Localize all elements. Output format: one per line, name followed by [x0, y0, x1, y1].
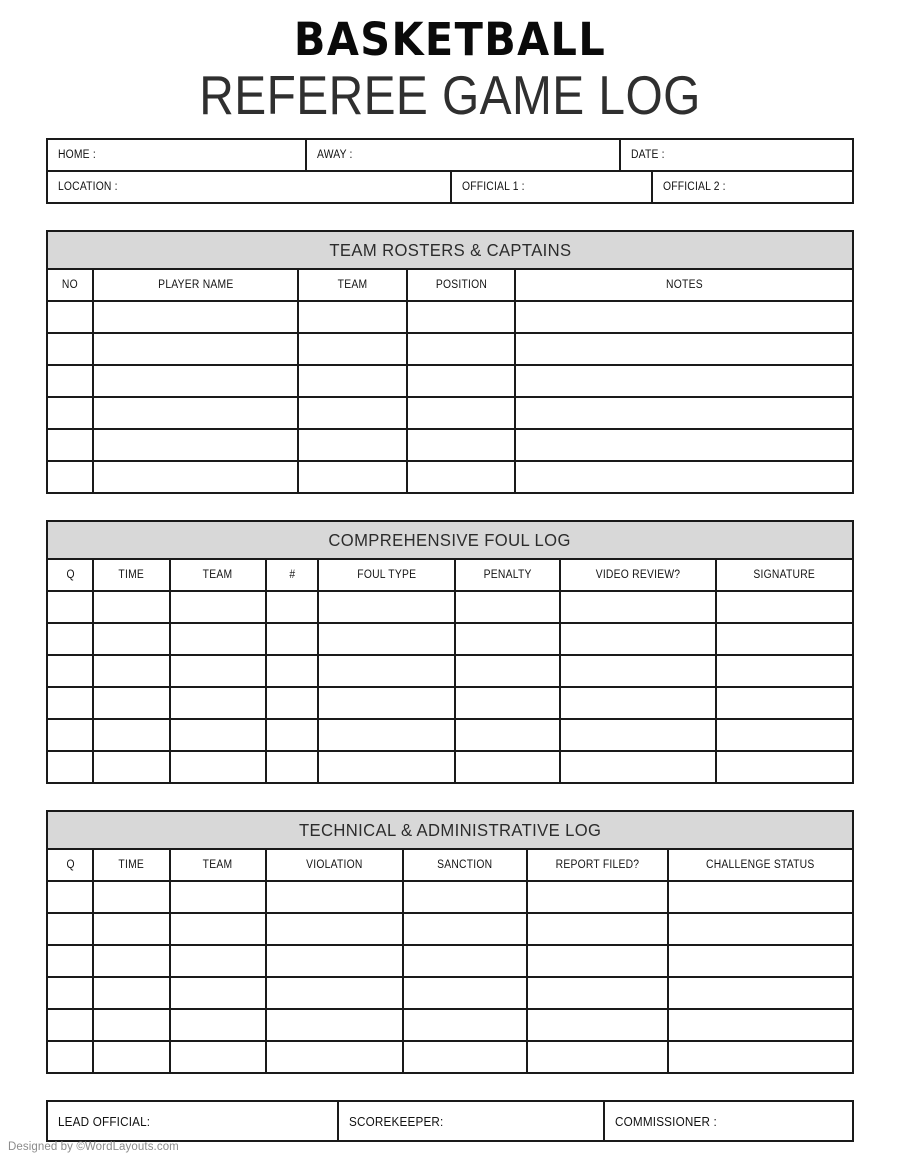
- table-cell[interactable]: [169, 624, 265, 654]
- designer-credit: Designed by ©WordLayouts.com: [8, 1141, 179, 1153]
- column-header-label: NOTES: [665, 279, 703, 291]
- table-cell[interactable]: [514, 430, 852, 460]
- column-header-team: [297, 270, 406, 300]
- table-cell[interactable]: [92, 302, 297, 332]
- table-cell[interactable]: [92, 656, 168, 686]
- table-cell[interactable]: [297, 430, 406, 460]
- table-cell[interactable]: [559, 752, 716, 782]
- table-cell[interactable]: [169, 882, 265, 912]
- column-header-q: [48, 850, 92, 880]
- table-cell[interactable]: [92, 978, 168, 1008]
- table-cell[interactable]: [48, 366, 92, 396]
- table-row: [48, 332, 852, 364]
- info-field-label: OFFICIAL 1 :: [462, 181, 525, 193]
- table-cell[interactable]: [715, 752, 852, 782]
- table-cell[interactable]: [526, 978, 667, 1008]
- table-cell[interactable]: [406, 366, 515, 396]
- table-cell[interactable]: [526, 1042, 667, 1072]
- table-cell[interactable]: [402, 978, 527, 1008]
- table-cell[interactable]: [559, 688, 716, 718]
- section-band-technical-administrative-log: [46, 810, 854, 850]
- table-cell[interactable]: [715, 720, 852, 750]
- table-header-row: [48, 560, 852, 590]
- column-header-label: NO: [62, 279, 79, 291]
- section-technical-administrative-log: [46, 810, 854, 1074]
- table-cell[interactable]: [667, 946, 852, 976]
- table-cell[interactable]: [317, 656, 454, 686]
- table-cell[interactable]: [92, 720, 168, 750]
- table-cell[interactable]: [406, 334, 515, 364]
- table-cell[interactable]: [454, 656, 559, 686]
- section-team-rosters-captains: [46, 230, 854, 494]
- column-header-notes: [514, 270, 852, 300]
- table-cell[interactable]: [48, 1010, 92, 1040]
- table-cell[interactable]: [265, 624, 317, 654]
- table-cell[interactable]: [169, 914, 265, 944]
- column-header-label: TEAM: [202, 859, 233, 871]
- table-cell[interactable]: [297, 366, 406, 396]
- info-field-label: LOCATION :: [58, 181, 118, 193]
- table-cell[interactable]: [48, 592, 92, 622]
- column-header-label: PENALTY: [483, 569, 532, 581]
- column-header-label: POSITION: [435, 279, 487, 291]
- table-cell[interactable]: [667, 1010, 852, 1040]
- table-cell[interactable]: [265, 1042, 402, 1072]
- column-header-position: [406, 270, 515, 300]
- table-cell[interactable]: [402, 914, 527, 944]
- sections-root: [46, 230, 854, 1074]
- column-header-label: SIGNATURE: [753, 569, 816, 581]
- table-cell[interactable]: [715, 592, 852, 622]
- table-row: [48, 750, 852, 782]
- signatures-row: [48, 1102, 852, 1140]
- table-cell[interactable]: [297, 334, 406, 364]
- column-header-penalty: [454, 560, 559, 590]
- table-cell[interactable]: [48, 720, 92, 750]
- game-info-row: [48, 170, 852, 202]
- table-row: [48, 396, 852, 428]
- game-info-box: [46, 138, 854, 204]
- table-cell[interactable]: [265, 720, 317, 750]
- column-header-label: PLAYER NAME: [158, 279, 234, 291]
- table-cell[interactable]: [526, 1010, 667, 1040]
- table-row: [48, 912, 852, 944]
- table-cell[interactable]: [92, 946, 168, 976]
- table-cell[interactable]: [92, 624, 168, 654]
- table-cell[interactable]: [667, 978, 852, 1008]
- column-header-time: [92, 560, 168, 590]
- table-row: [48, 718, 852, 750]
- table-row: [48, 654, 852, 686]
- table-cell[interactable]: [526, 914, 667, 944]
- table-cell[interactable]: [48, 882, 92, 912]
- info-field-date[interactable]: [619, 140, 852, 170]
- table-cell[interactable]: [715, 624, 852, 654]
- column-header-report-filed: [526, 850, 667, 880]
- table-cell[interactable]: [169, 978, 265, 1008]
- column-header-: [265, 560, 317, 590]
- column-header-violation: [265, 850, 402, 880]
- table-cell[interactable]: [667, 914, 852, 944]
- table-cell[interactable]: [317, 688, 454, 718]
- table-technical-administrative-log: [46, 850, 854, 1074]
- info-field-label: HOME :: [58, 149, 96, 161]
- table-cell[interactable]: [48, 430, 92, 460]
- info-field-home[interactable]: [48, 140, 305, 170]
- column-header-team: [169, 850, 265, 880]
- table-cell[interactable]: [169, 1010, 265, 1040]
- column-header-label: VIOLATION: [306, 859, 363, 871]
- table-cell[interactable]: [92, 1010, 168, 1040]
- signature-field-label: LEAD OFFICIAL:: [58, 1113, 151, 1129]
- info-field-away[interactable]: [305, 140, 619, 170]
- table-cell[interactable]: [406, 398, 515, 428]
- table-cell[interactable]: [169, 720, 265, 750]
- column-header-challenge-status: [667, 850, 852, 880]
- column-header-sanction: [402, 850, 527, 880]
- signature-field-commissioner[interactable]: [603, 1102, 852, 1140]
- game-info-row: [48, 140, 852, 170]
- column-header-player-name: [92, 270, 297, 300]
- table-row: [48, 686, 852, 718]
- table-row: [48, 300, 852, 332]
- page-title-main: BASKETBALL: [293, 13, 607, 66]
- signature-field-label: SCOREKEEPER:: [349, 1113, 444, 1129]
- info-field-official-2[interactable]: [651, 172, 852, 202]
- table-cell[interactable]: [265, 914, 402, 944]
- table-cell[interactable]: [514, 366, 852, 396]
- column-header-no: [48, 270, 92, 300]
- table-cell[interactable]: [48, 624, 92, 654]
- column-header-label: CHALLENGE STATUS: [706, 859, 815, 871]
- section-title: COMPREHENSIVE FOUL LOG: [328, 529, 572, 550]
- table-cell[interactable]: [92, 334, 297, 364]
- table-cell[interactable]: [265, 656, 317, 686]
- table-cell[interactable]: [48, 656, 92, 686]
- table-cell[interactable]: [265, 882, 402, 912]
- table-cell[interactable]: [667, 1042, 852, 1072]
- table-cell[interactable]: [92, 688, 168, 718]
- column-header-video-review: [559, 560, 716, 590]
- column-header-label: SANCTION: [437, 859, 493, 871]
- column-header-label: TEAM: [202, 569, 233, 581]
- column-header-foul-type: [317, 560, 454, 590]
- table-header-row: [48, 270, 852, 300]
- table-cell[interactable]: [169, 688, 265, 718]
- table-cell[interactable]: [92, 366, 297, 396]
- table-cell[interactable]: [317, 624, 454, 654]
- table-cell[interactable]: [526, 946, 667, 976]
- table-header-row: [48, 850, 852, 880]
- table-row: [48, 622, 852, 654]
- section-title: TEAM ROSTERS & CAPTAINS: [328, 239, 572, 260]
- table-cell[interactable]: [92, 592, 168, 622]
- signatures-box: [46, 1100, 854, 1142]
- table-cell[interactable]: [317, 720, 454, 750]
- column-header-label: #: [289, 569, 296, 581]
- table-cell[interactable]: [454, 688, 559, 718]
- table-row: [48, 428, 852, 460]
- table-row: [48, 460, 852, 492]
- table-row: [48, 944, 852, 976]
- table-cell[interactable]: [559, 720, 716, 750]
- table-cell[interactable]: [265, 752, 317, 782]
- table-cell[interactable]: [406, 430, 515, 460]
- table-cell[interactable]: [454, 592, 559, 622]
- signature-field-scorekeeper[interactable]: [337, 1102, 602, 1140]
- page-title-sub: REFEREE GAME LOG: [199, 64, 701, 126]
- column-header-q: [48, 560, 92, 590]
- table-row: [48, 590, 852, 622]
- table-cell[interactable]: [559, 656, 716, 686]
- table-cell[interactable]: [514, 302, 852, 332]
- info-field-official-1[interactable]: [450, 172, 651, 202]
- page-title-block: [46, 0, 854, 126]
- info-field-label: OFFICIAL 2 :: [663, 181, 726, 193]
- table-cell[interactable]: [48, 688, 92, 718]
- table-cell[interactable]: [92, 1042, 168, 1072]
- table-cell[interactable]: [48, 946, 92, 976]
- table-cell[interactable]: [265, 688, 317, 718]
- column-header-signature: [715, 560, 852, 590]
- column-header-team: [169, 560, 265, 590]
- table-cell[interactable]: [48, 398, 92, 428]
- table-cell[interactable]: [92, 430, 297, 460]
- table-row: [48, 880, 852, 912]
- table-cell[interactable]: [402, 1042, 527, 1072]
- table-cell[interactable]: [169, 1042, 265, 1072]
- section-title: TECHNICAL & ADMINISTRATIVE LOG: [298, 819, 602, 840]
- column-header-label: REPORT FILED?: [555, 859, 640, 871]
- table-cell[interactable]: [454, 752, 559, 782]
- table-cell[interactable]: [402, 882, 527, 912]
- column-header-label: TIME: [118, 569, 145, 581]
- table-cell[interactable]: [265, 1010, 402, 1040]
- table-cell[interactable]: [265, 946, 402, 976]
- table-cell[interactable]: [265, 978, 402, 1008]
- table-cell[interactable]: [169, 946, 265, 976]
- column-header-label: TIME: [118, 859, 145, 871]
- table-cell[interactable]: [92, 752, 168, 782]
- table-cell[interactable]: [667, 882, 852, 912]
- table-row: [48, 1040, 852, 1072]
- column-header-label: Q: [65, 859, 75, 871]
- table-cell[interactable]: [48, 752, 92, 782]
- column-header-label: VIDEO REVIEW?: [595, 569, 681, 581]
- table-comprehensive-foul-log: [46, 560, 854, 784]
- table-team-rosters-captains: [46, 270, 854, 494]
- column-header-time: [92, 850, 168, 880]
- section-band-comprehensive-foul-log: [46, 520, 854, 560]
- table-cell[interactable]: [265, 592, 317, 622]
- table-cell[interactable]: [559, 592, 716, 622]
- table-cell[interactable]: [48, 302, 92, 332]
- table-cell[interactable]: [297, 302, 406, 332]
- table-cell[interactable]: [48, 1042, 92, 1072]
- table-cell[interactable]: [514, 334, 852, 364]
- table-cell[interactable]: [402, 946, 527, 976]
- table-cell[interactable]: [92, 882, 168, 912]
- table-cell[interactable]: [317, 752, 454, 782]
- info-field-location[interactable]: [48, 172, 450, 202]
- table-cell[interactable]: [715, 688, 852, 718]
- table-cell[interactable]: [454, 624, 559, 654]
- table-cell[interactable]: [317, 592, 454, 622]
- table-cell[interactable]: [402, 1010, 527, 1040]
- table-cell[interactable]: [92, 462, 297, 492]
- section-comprehensive-foul-log: [46, 520, 854, 784]
- table-cell[interactable]: [715, 656, 852, 686]
- table-cell[interactable]: [48, 462, 92, 492]
- column-header-label: TEAM: [337, 279, 368, 291]
- table-cell[interactable]: [169, 592, 265, 622]
- signature-field-label: COMMISSIONER :: [614, 1113, 717, 1129]
- table-cell[interactable]: [297, 398, 406, 428]
- table-cell[interactable]: [48, 978, 92, 1008]
- table-cell[interactable]: [514, 462, 852, 492]
- column-header-label: FOUL TYPE: [357, 569, 417, 581]
- table-cell[interactable]: [406, 302, 515, 332]
- table-cell[interactable]: [454, 720, 559, 750]
- table-cell[interactable]: [92, 398, 297, 428]
- table-cell[interactable]: [297, 462, 406, 492]
- table-cell[interactable]: [559, 624, 716, 654]
- info-field-label: AWAY :: [317, 149, 353, 161]
- table-cell[interactable]: [406, 462, 515, 492]
- table-cell[interactable]: [48, 334, 92, 364]
- info-field-label: DATE :: [630, 149, 665, 161]
- table-cell[interactable]: [92, 914, 168, 944]
- column-header-label: Q: [65, 569, 75, 581]
- table-cell[interactable]: [169, 752, 265, 782]
- table-cell[interactable]: [526, 882, 667, 912]
- table-cell[interactable]: [48, 914, 92, 944]
- table-cell[interactable]: [514, 398, 852, 428]
- signature-field-lead-official[interactable]: [48, 1102, 337, 1140]
- table-row: [48, 364, 852, 396]
- table-row: [48, 976, 852, 1008]
- table-row: [48, 1008, 852, 1040]
- table-cell[interactable]: [169, 656, 265, 686]
- section-band-team-rosters-captains: [46, 230, 854, 270]
